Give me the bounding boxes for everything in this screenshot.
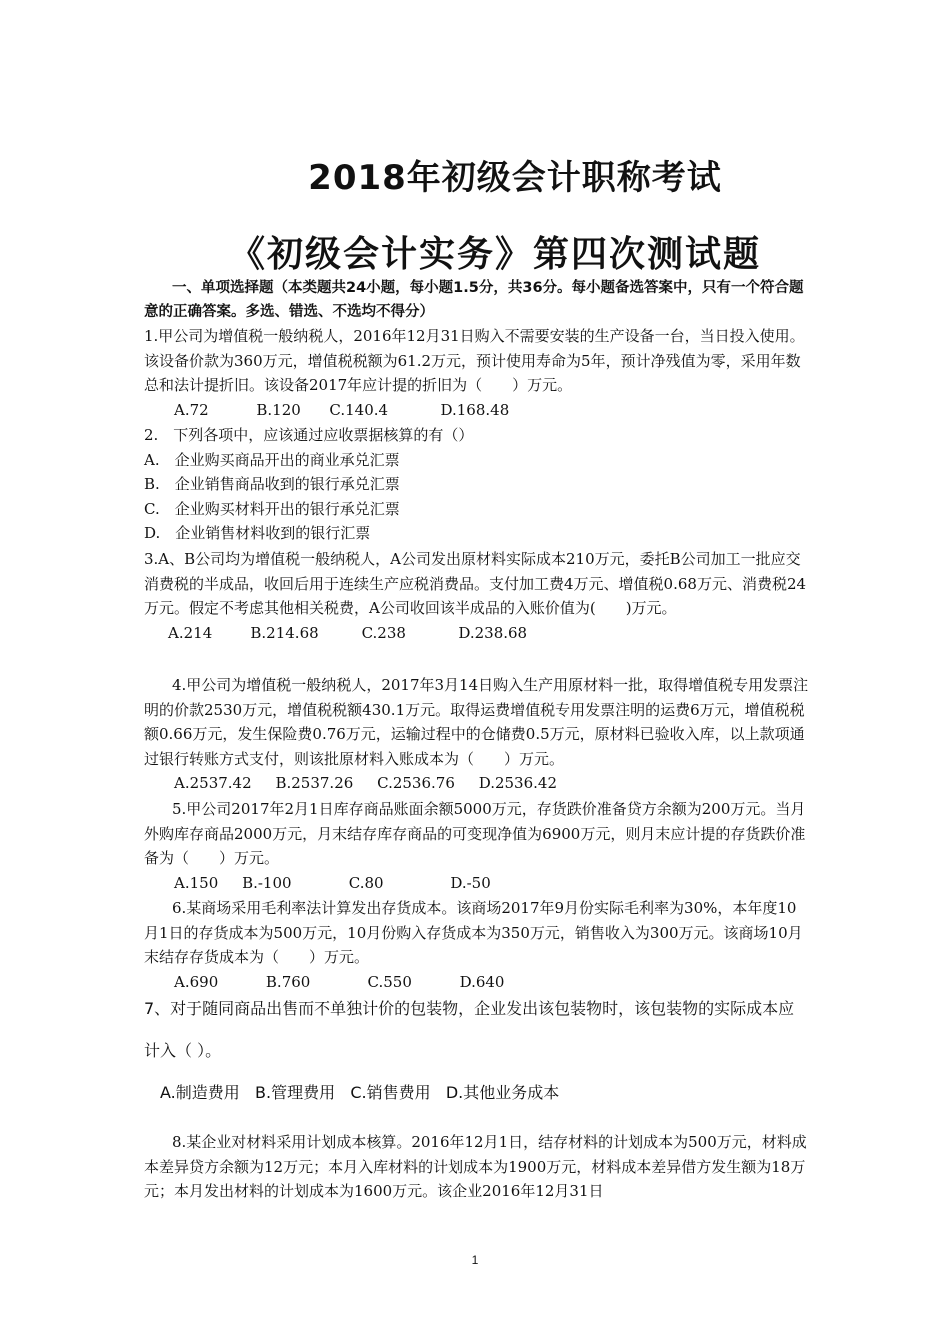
- question-2-option-d: D. 企业销售材料收到的银行汇票: [144, 524, 371, 543]
- question-6-text: 6.某商场采用毛利率法计算发出存货成本。该商场2017年9月份实际毛利率为30%，本年度10月1日的存货成本为500万元，10月份购入存货成本为350万元，销售收入为300万元。该商场10月末结存存货成本为（ ）万元。: [144, 899, 803, 967]
- exam-subtitle: 《初级会计实务》第四次测试题: [228, 233, 761, 275]
- question-2-text: 2. 下列各项中，应该通过应收票据核算的有（）: [144, 426, 474, 444]
- question-5-options: A.150 B.-100 C.80 D.-50: [174, 873, 491, 892]
- question-3-options: A.214 B.214.68 C.238 D.238.68: [168, 623, 528, 642]
- question-7-text-line2: 计入（ ）。: [144, 1041, 222, 1060]
- question-1: [144, 324, 809, 422]
- question-4-options: A.2537.42 B.2537.26 C.2536.76 D.2536.42: [174, 774, 557, 793]
- question-5: [144, 797, 809, 895]
- page-number: 1: [471, 1253, 479, 1267]
- exam-title: 2018年初级会计职称考试: [308, 158, 722, 198]
- question-2-option-b: B. 企业销售商品收到的银行承兑汇票: [144, 475, 400, 494]
- question-2: [144, 423, 809, 546]
- question-7-options: A.制造费用 B.管理费用 C.销售费用 D.其他业务成本: [160, 1083, 560, 1102]
- question-4-text: 4.甲公司为增值税一般纳税人，2017年3月14日购入生产用原材料一批，取得增值税专用发票注明的价款2530万元，增值税税额430.1万元。取得运费增值税专用发票注明的运费6万元，增值税税额0.66万元，发生保险费0.76万元，运输过程中的仓储费0.5万元，原材料已验收入库，以上款项通过银行转账方式支付，则该批原材料入账成本为（ ）万元。: [144, 676, 809, 768]
- question-1-text: 1.甲公司为增值税一般纳税人，2016年12月31日购入不需要安装的生产设备一台，当日投入使用。该设备价款为360万元，增值税税额为61.2万元，预计使用寿命为5年，预计净残值为零，采用年数总和法计提折旧。该设备2017年应计提的折旧为（ ）万元。: [144, 327, 805, 395]
- question-3-text: 3.A、B公司均为增值税一般纳税人，A公司发出原材料实际成本210万元，委托B公司加工一批应交消费税的半成品，收回后用于连续生产应税消费品。支付加工费4万元、增值税0.68万元、消费税24万元。假定不考虑其他相关税费，A公司收回该半成品的入账价值为( )万元。: [144, 550, 807, 618]
- question-8-text: 8.某企业对材料采用计划成本核算。2016年12月1日，结存材料的计划成本为500万元，材料成本差异贷方余额为12万元；本月入库材料的计划成本为1900万元，材料成本差异借方发生额为18万元；本月发出材料的计划成本为1600万元。该企业2016年12月31日: [144, 1133, 807, 1201]
- question-2-option-a: A. 企业购买商品开出的商业承兑汇票: [144, 450, 400, 469]
- question-6: [144, 896, 809, 994]
- question-8: [144, 1130, 809, 1204]
- question-2-option-c: C. 企业购买材料开出的银行承兑汇票: [144, 499, 400, 518]
- question-7-text-line1: 7、对于随同商品出售而不单独计价的包装物，企业发出该包装物时，该包装物的实际成本应: [144, 999, 795, 1018]
- question-4: [144, 673, 809, 796]
- question-5-text: 5.甲公司2017年2月1日库存商品账面余额5000万元，存货跌价准备贷方余额为200万元。当月外购库存商品2000万元，月末结存库存商品的可变现净值为6900万元，则月末应计提的存货跌价准备为（ ）万元。: [144, 800, 806, 868]
- question-6-options: A.690 B.760 C.550 D.640: [174, 972, 505, 991]
- question-1-options: A.72 B.120 C.140.4 D.168.48: [174, 400, 510, 419]
- question-7: [144, 996, 809, 1106]
- section-header: [144, 276, 809, 324]
- question-3: [144, 547, 809, 645]
- section-header-text: 一、单项选择题（本类题共24小题，每小题1.5分，共36分。每小题备选答案中，只有一个符合题意的正确答案。多选、错选、不选均不得分）: [144, 280, 804, 320]
